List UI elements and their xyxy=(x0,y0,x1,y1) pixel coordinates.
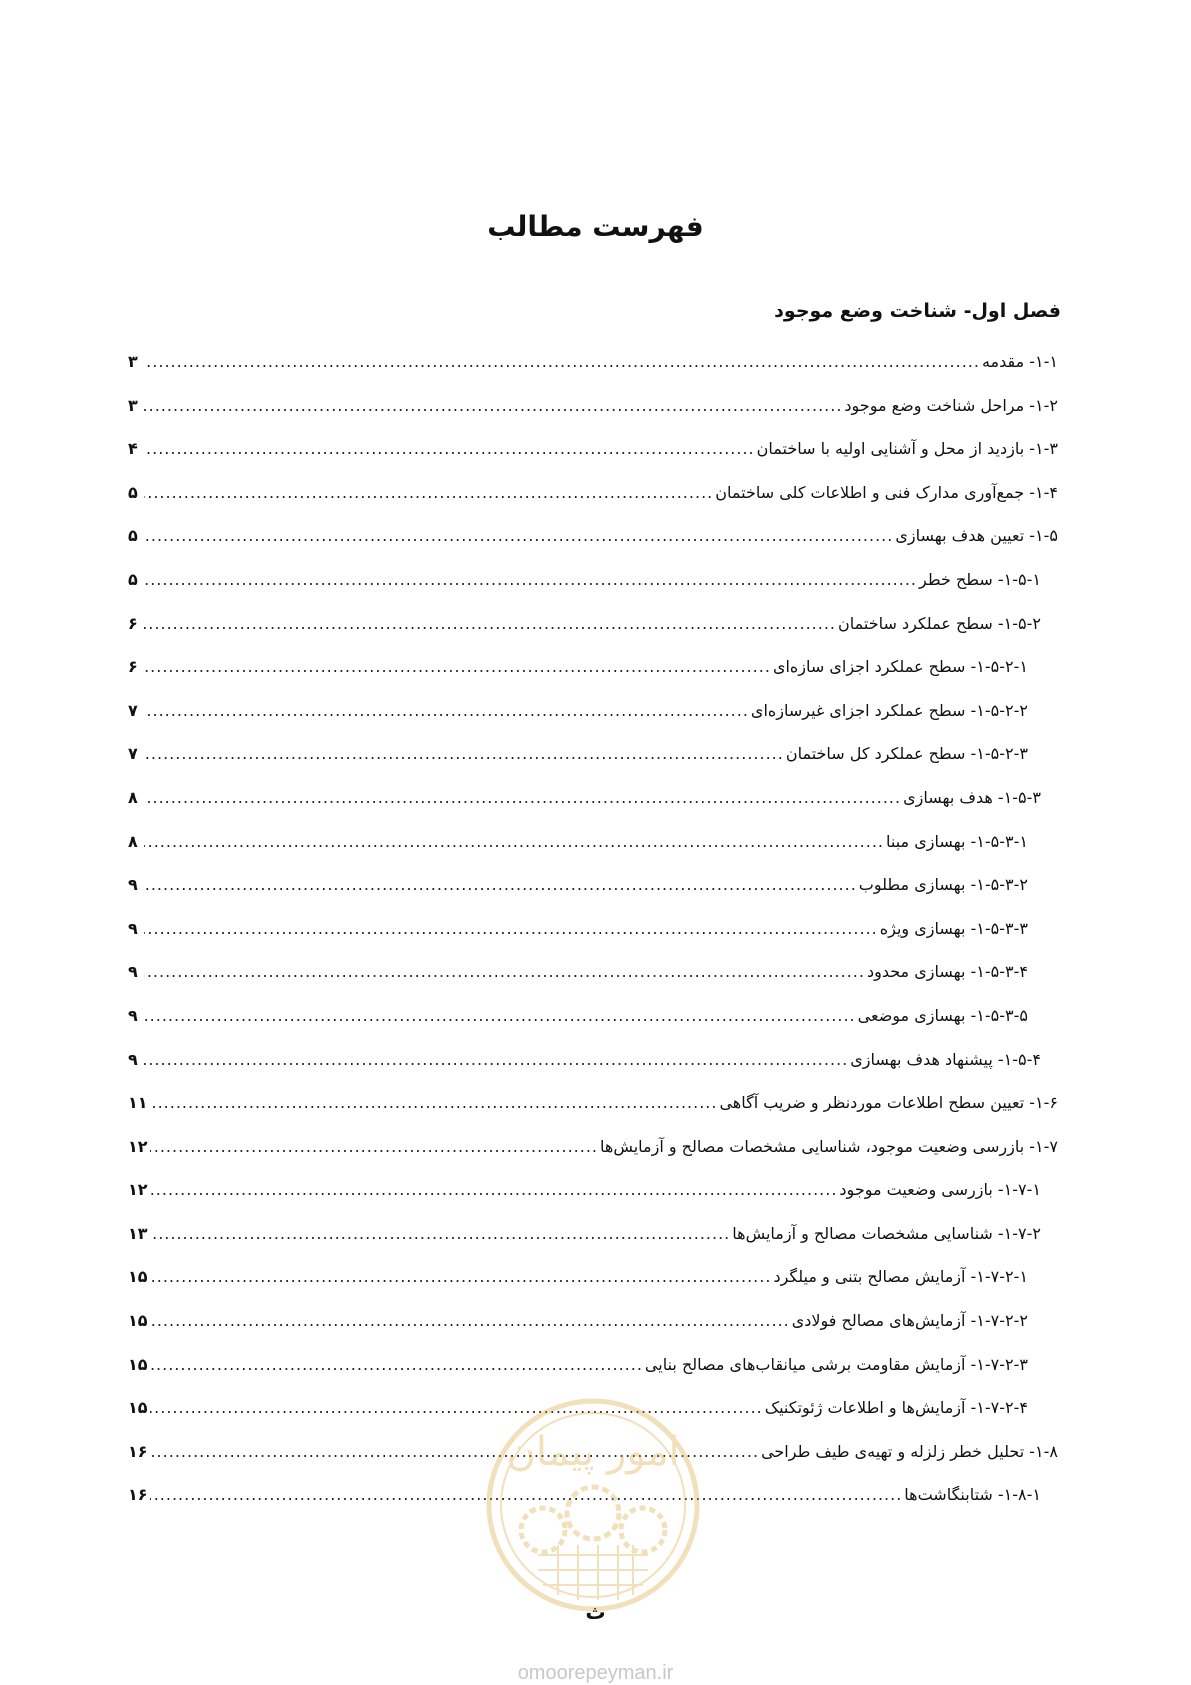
toc-entry-title: ۱-۷-۲-۳- آزمایش مقاومت برشی میانقاب‌های مصالح بنایی xyxy=(644,1354,1028,1374)
toc-entry[interactable] xyxy=(128,919,1058,963)
toc-entry[interactable] xyxy=(128,1050,1058,1094)
toc-entry-page: ۱۶ xyxy=(128,1485,148,1505)
toc-entry[interactable] xyxy=(128,875,1058,919)
dot-leader xyxy=(144,875,857,895)
dot-leader xyxy=(144,788,901,808)
toc-entry[interactable] xyxy=(128,1267,1058,1311)
toc-entry-title: ۱-۵-۳-۵- بهسازی موضعی xyxy=(857,1005,1028,1025)
page-number: ث xyxy=(585,1600,606,1624)
toc-entry-title: ۱-۵-۳-۱- بهسازی مبنا xyxy=(886,831,1028,851)
toc-entry-page: ۷ xyxy=(128,744,138,764)
table-of-contents xyxy=(128,352,1058,1529)
dot-leader xyxy=(150,1311,790,1331)
toc-entry-title: ۱-۷-۲-۴- آزمایش‌ها و اطلاعات ژئوتکنیک xyxy=(764,1398,1028,1418)
toc-entry-title: ۱-۵-۳-۲- بهسازی مطلوب xyxy=(858,875,1028,895)
toc-entry-page: ۱۶ xyxy=(128,1441,148,1461)
toc-entry[interactable] xyxy=(128,744,1058,788)
dot-leader xyxy=(144,1050,848,1070)
toc-entry[interactable] xyxy=(128,1180,1058,1224)
toc-entry[interactable] xyxy=(128,439,1058,483)
toc-entry-page: ۴ xyxy=(128,439,138,459)
toc-entry[interactable] xyxy=(128,832,1058,876)
toc-entry-title: ۱-۸- تحلیل خطر زلزله و تهیه‌ی طیف طراحی xyxy=(761,1441,1058,1461)
toc-entry-page: ۱۵ xyxy=(128,1398,148,1418)
toc-entry-page: ۹ xyxy=(128,918,138,938)
toc-entry-title: ۱-۷-۱- بازرسی وضعیت موجود xyxy=(839,1180,1041,1200)
toc-entry-title: ۱-۵-۴- پیشنهاد هدف بهسازی xyxy=(850,1049,1041,1069)
toc-entry-title: ۱-۷-۲-۱- آزمایش مصالح بتنی و میلگرد xyxy=(773,1267,1028,1287)
toc-entry-title: ۱-۵-۱- سطح خطر xyxy=(919,569,1041,589)
toc-entry-title: ۱-۶- تعیین سطح اطلاعات موردنظر و ضریب آگاهی xyxy=(719,1093,1058,1113)
dot-leader xyxy=(150,1224,731,1244)
dot-leader xyxy=(144,832,884,852)
dot-leader xyxy=(150,1355,643,1375)
toc-entry-page: ۸ xyxy=(128,831,138,851)
toc-entry-page: ۳ xyxy=(128,352,138,371)
toc-entry-title: ۱-۸-۱- شتابنگاشت‌ها xyxy=(904,1485,1041,1505)
toc-entry[interactable] xyxy=(128,962,1058,1006)
toc-entry[interactable] xyxy=(128,1006,1058,1050)
toc-entry-title: ۱-۳- بازدید از محل و آشنایی اولیه با ساختمان xyxy=(756,439,1058,459)
dot-leader xyxy=(144,352,980,372)
toc-entry-page: ۱۱ xyxy=(128,1093,148,1113)
toc-entry-title: ۱-۵- تعیین هدف بهسازی xyxy=(895,526,1058,546)
toc-entry[interactable] xyxy=(128,396,1058,440)
toc-entry-page: ۱۲ xyxy=(128,1180,148,1200)
toc-entry-title: ۱-۱- مقدمه xyxy=(981,352,1058,371)
dot-leader xyxy=(144,962,865,982)
toc-entry[interactable] xyxy=(128,1355,1058,1399)
watermark-logo-text: امور پیمان xyxy=(506,1429,680,1475)
toc-entry[interactable] xyxy=(128,1224,1058,1268)
toc-entry-page: ۸ xyxy=(128,787,138,807)
dot-leader xyxy=(144,483,713,503)
toc-entry-page: ۹ xyxy=(128,1005,138,1025)
toc-entry-page: ۵ xyxy=(128,569,138,589)
toc-entry-page: ۱۵ xyxy=(128,1311,148,1331)
toc-entry-page: ۱۵ xyxy=(128,1354,148,1374)
watermark-site: omoorepeyman.ir xyxy=(517,1662,674,1684)
dot-leader xyxy=(150,1093,718,1113)
watermark-logo xyxy=(483,1395,703,1615)
toc-entry[interactable] xyxy=(128,1311,1058,1355)
toc-entry-title: ۱-۵-۳- هدف بهسازی xyxy=(903,787,1041,807)
toc-entry[interactable] xyxy=(128,483,1058,527)
toc-entry[interactable] xyxy=(128,1137,1058,1181)
toc-entry-title: ۱-۷- بازرسی وضعیت موجود، شناسایی مشخصات مصالح و آزمایش‌ها xyxy=(600,1136,1058,1156)
dot-leader xyxy=(144,657,771,677)
toc-entry[interactable] xyxy=(128,526,1058,570)
dot-leader xyxy=(144,701,749,721)
toc-entry-title: ۱-۷-۲- شناسایی مشخصات مصالح و آزمایش‌ها xyxy=(732,1223,1041,1243)
dot-leader xyxy=(144,439,755,459)
toc-entry-page: ۵ xyxy=(128,526,138,546)
toc-entry[interactable] xyxy=(128,352,1058,396)
page-title: فهرست مطالب xyxy=(487,210,704,243)
toc-entry-title: ۱-۴- جمع‌آوری مدارک فنی و اطلاعات کلی ساختمان xyxy=(715,482,1058,502)
dot-leader xyxy=(144,396,842,416)
toc-entry-title: ۱-۵-۲- سطح عملکرد ساختمان xyxy=(838,613,1041,633)
toc-entry-page: ۶ xyxy=(128,613,138,633)
toc-entry[interactable] xyxy=(128,657,1058,701)
toc-entry[interactable] xyxy=(128,614,1058,658)
dot-leader xyxy=(144,1006,856,1026)
toc-entry-title: ۱-۵-۲-۱- سطح عملکرد اجزای سازه‌ای xyxy=(772,657,1028,677)
toc-entry[interactable] xyxy=(128,570,1058,614)
toc-entry-page: ۹ xyxy=(128,875,138,895)
chapter-heading: فصل اول- شناخت وضع موجود xyxy=(774,300,1061,322)
dot-leader xyxy=(150,1180,838,1200)
dot-leader xyxy=(144,570,917,590)
toc-entry-page: ۱۲ xyxy=(128,1136,148,1156)
toc-entry[interactable] xyxy=(128,701,1058,745)
toc-entry-page: ۷ xyxy=(128,700,138,720)
dot-leader xyxy=(150,1267,772,1287)
toc-entry-title: ۱-۵-۳-۴- بهسازی محدود xyxy=(866,962,1028,982)
toc-entry-page: ۹ xyxy=(128,962,138,982)
toc-entry-page: ۵ xyxy=(128,482,138,502)
toc-entry[interactable] xyxy=(128,788,1058,832)
toc-entry-title: ۱-۵-۲-۳- سطح عملکرد کل ساختمان xyxy=(785,744,1028,764)
toc-entry[interactable] xyxy=(128,1093,1058,1137)
toc-entry-title: ۱-۲- مراحل شناخت وضع موجود xyxy=(844,395,1058,415)
toc-entry-page: ۹ xyxy=(128,1049,138,1069)
toc-entry-title: ۱-۵-۲-۲- سطح عملکرد اجزای غیرسازه‌ای xyxy=(750,700,1028,720)
dot-leader xyxy=(144,919,878,939)
toc-entry-title: ۱-۵-۳-۳- بهسازی ویژه xyxy=(879,918,1028,938)
dot-leader xyxy=(150,1137,598,1157)
toc-entry-page: ۱۵ xyxy=(128,1267,148,1287)
toc-entry-page: ۳ xyxy=(128,395,138,415)
toc-entry-page: ۱۳ xyxy=(128,1223,148,1243)
toc-entry-page: ۶ xyxy=(128,657,138,677)
dot-leader xyxy=(144,614,836,634)
dot-leader xyxy=(144,744,784,764)
dot-leader xyxy=(144,526,893,546)
toc-entry-title: ۱-۷-۲-۲- آزمایش‌های مصالح فولادی xyxy=(791,1311,1028,1331)
